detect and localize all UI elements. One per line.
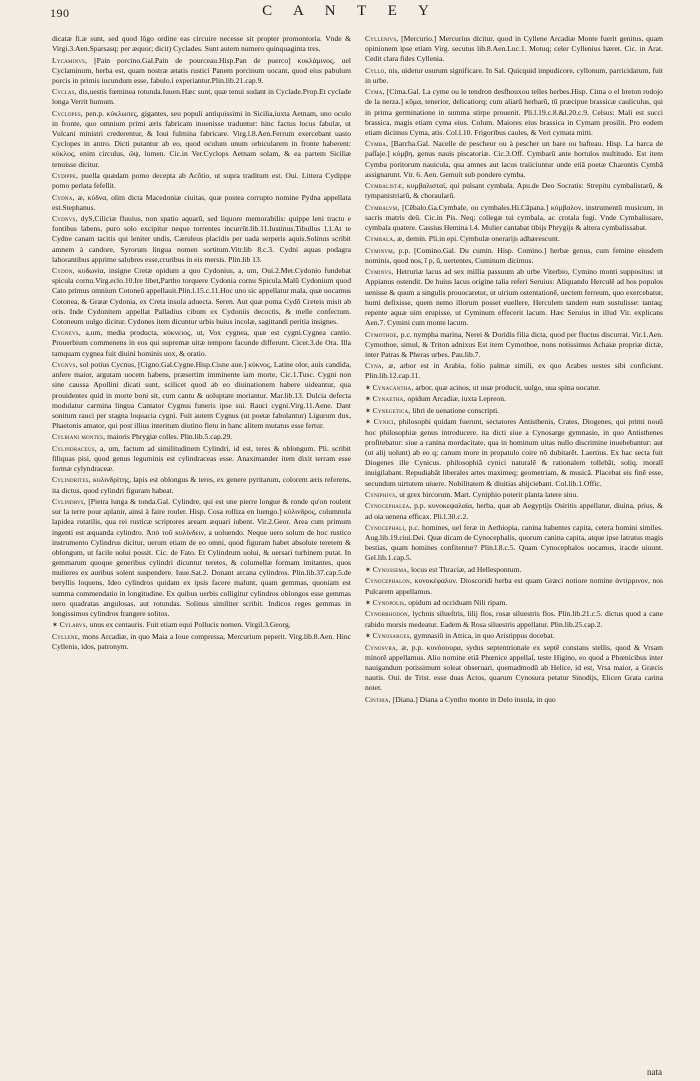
entry-headword: Cynocephalea, bbox=[365, 501, 412, 511]
dictionary-entry bbox=[365, 66, 663, 86]
entry-marker-icon: ✶ bbox=[52, 621, 60, 630]
entry-body: arbor, quæ acinos, ut uuæ producit, uulgo, uua spina uocatur. bbox=[415, 382, 601, 392]
entry-headword: Cyllo, bbox=[365, 65, 387, 75]
entry-body: æ, p.p. κυνόσουρα, sydus septentrionale ex septē constans stellis, quod & Vrsam minorē appellamus. Alio nomine etiā Phœnice appellaſ, teste Higino, eo quod a Phœnicibus inter nauigandum potissimum soleat obseruari, quemadmodū ab Helice, id est, Vrsa maior, a Græcis nautis. Oui. de Trist. esse duas Actos, quarum Cynosura petatur Sinodijs, Elicen Grata carina notet. bbox=[365, 642, 663, 693]
dictionary-entry bbox=[365, 330, 663, 361]
entry-headword: Cymbala, bbox=[365, 234, 396, 244]
entry-headword: Cinthia, bbox=[365, 694, 391, 704]
entry-marker-icon: ✶ bbox=[365, 395, 373, 404]
dictionary-entry bbox=[365, 234, 663, 244]
dictionary-entry bbox=[52, 632, 351, 652]
entry-body: libri de uenatione conscripti. bbox=[412, 405, 500, 415]
entry-body: [Pietra lunga & tonda.Gal. Cylindre, qui est une pierre longue & ronde qu'on roulent sur la terre pour aplanir, ainsi à faire rouler. Hisp. Cosa rolliza en luengo.] κύλινδρος, columnula lapidea rotatilis, qua rei rusticæ scriptores arearn æquari iubent. Vir.2.Geor. Area cum primum ingenti est æquanda cylindro. Ἀπὸ τοῦ κυλίνδειν, a uoluendo. Neque uero solum de hoc rustico instrumento Cylindrus dicitur, uerum etiam de eo omni, quod figuram habet absolute teretem & oblongum, ut facile uolui possit. Cic. de Fato. Et Cylindrum uolui, & uersari turbinem putat. In gemmarum quoque generibus cylindri dicuntur teretes, & columellæ formam imitantes, quos mulieres ex auribus solent suspendere. Iuue.Sat.2. Donant arcana cylindros. Plin.lib.37.cap.5.de beryllis loquens, Ideo cylindros quidam ex ipsis facere malunt, quam gemmas, quoniam est summa commendatio in longitudine. Ex quibus uerbis colligitur cylindros oblongos esse gemmas uero quadratas angulosas, aut rotundas. Solinus similiter scribit. Indicos reges gemmas in longissimos cylindros frangere solitos. bbox=[52, 497, 351, 618]
entry-body: Hetruriæ lacus ad sex millia passuum ab urbe Viterbio, Cymino monti suppositus: ut Appianus ostendit. De huius lacus origine talia referi Seruius: Aliquando Herculē ad hos populos uenisse & quum a singulis prouocaretur, ut uirium ostentationē, uectem ferreum, quo exercebatur, humi defixisse, quem nemo illorum posset euellere, Herculem tandem eum sustulisse: tantaq; repente aquæ uim erupisse, ut Cyminum effecerit lacum. Hæc Seruius in illud Vir. explicans Aen.7. Cymini cum monte lacum. bbox=[365, 267, 663, 328]
entry-headword: Cylindraceus, bbox=[52, 443, 97, 453]
dictionary-entry bbox=[52, 360, 351, 431]
entry-headword: Cydnvs, bbox=[52, 214, 78, 224]
entry-headword: Cymbalvm, bbox=[365, 202, 400, 212]
entry-body: æ, arbor est in Arabia, folio palmæ simili, ex quo Arabes uestes sibi conficiunt. Plin.lib.12.cap.11. bbox=[365, 361, 663, 381]
dictionary-entry bbox=[52, 444, 351, 475]
entry-headword: Cynopolis, bbox=[372, 597, 407, 607]
dictionary-entry bbox=[365, 394, 663, 404]
entry-headword: Cygnvs, bbox=[52, 360, 78, 370]
dictionary-entry bbox=[365, 643, 663, 694]
entry-headword: Cynegetica, bbox=[372, 405, 411, 415]
entry-headword: Cynossema, bbox=[372, 564, 410, 574]
entry-headword: Cydippe, bbox=[52, 170, 79, 180]
entry-marker-icon: ✶ bbox=[365, 598, 373, 607]
entry-body: dicatæ fi.æ sunt, sed quod lōgo ordine eas circuire necesse sit propter promontoria. Vnde & Virgi.3.Aen.Sparsasq; per æquor; dicit) Cyclades. Sunt autem numero quinquaginta tres. bbox=[52, 34, 351, 54]
dictionary-entry bbox=[52, 109, 351, 170]
entry-body: mons Arcadiæ, in quo Maia a Ioue compressa, Mercurium peperit. Virg.lib.8.Aen. Hinc Cyllenis, idos, patronym. bbox=[52, 631, 351, 651]
entry-body: gymnasiū in Attica, in quo Aristippus docebat. bbox=[413, 630, 555, 640]
dictionary-entry bbox=[365, 139, 663, 180]
entry-headword: Cyminvs, bbox=[365, 267, 394, 277]
entry-body: pen.p. κύκλωπες, gigantes, seu populi antiquissimi in Sicilia,iuxta Aetnam, uno oculo in fronte, quo omnium primi æris fabricam inuenisse traduntur: hinc factus locus fabulæ, ut Vulcani ministri crederentur, & Ioui fulmina fabricare. Virg.l.8.Aen.Ferrum exercebant uasto Cyclopes in antro. Dicti putantur ab eo, quod oculum unum orbicularem in fronte haberent: κύκλος, enim circulus, ὤψ, lumen. Cic.in Ver.Cyclops Aetnam solam, & ea partem Siciliæ tenuisse dicitur. bbox=[52, 108, 351, 169]
dictionary-entry bbox=[365, 406, 663, 416]
entry-body: locus est Thraciæ, ad Hellespontum. bbox=[411, 564, 522, 574]
dictionary-entry bbox=[365, 598, 663, 608]
entry-headword: Cydna, bbox=[52, 192, 75, 202]
dictionary-entry bbox=[52, 171, 351, 191]
dictionary-entry bbox=[365, 523, 663, 564]
page-number: 190 bbox=[50, 6, 70, 20]
dictionary-entry bbox=[52, 56, 351, 87]
entry-body: dyS,Ciliciæ fluuius, non spatio aquarū, sed liquore memorabilis: quippe leni tractu e fontibus labens, puro solo excipitur neque torrentes incurrūt.lib.11.Iustinus.Tibullus l.1.At te Cydne canam tacitis qui leniter undis, Cæruleus placidis per uada serperis aquis.Solinus scribit amnem à candore, Syrorum lingua nomen sortitum.Vitr.lib 8.c.3. Cydni aquas podagra laborantibus apprime salubres esse,cruribus in eis mersis. Plin.lib 13. bbox=[52, 214, 351, 264]
entry-body: maioris Phrygiæ colles. Plin.lib.5.cap.29. bbox=[107, 432, 233, 442]
entry-headword: Cylindrites, bbox=[52, 475, 91, 485]
dictionary-entry bbox=[365, 565, 663, 575]
entry-body: [Cima.Gal. La cyme ou le tendron desfhouxou telles herbes.Hisp. Cima o el breton rodojo de la nerza.] κῦμα, tenerior, delicatiorq; cum aliarū herbarū, tū præcipue brassicæ cauliculus, qui in prima germinatione in summa stirpe prouenit. Pli.l.19.c.8.&l.20.c.9. Celsus: Mali est succi brassica, magis etiam cyma eius. Colum. Maiores eius brassica in Cymam prosilit. Pro eodem etiam dicimus Cyma, atis. Col.l.10. Frigoribus caules, & Veri cymata mitti. bbox=[365, 87, 663, 137]
dictionary-entry bbox=[365, 609, 663, 629]
dictionary-entry bbox=[52, 432, 351, 442]
entry-body: κυνοκέφαλον. Dioscoridi herba est quam Græci notiore nomine ἀντίρρινον, nos Pulcarem appellamus. bbox=[365, 576, 663, 596]
entry-body: [Cēbalo.Ga.Cymbale, ou cymbales.Hi.Cāpana.] κύμβαλον, instrumentū musicum, in sacris matris deū. Cic.in Pis. Neq; collegæ tui cymbala, ac crotala fugi. Vnde Cymbalissare, cymbala quatere. Cassius Hemina l.4. Mulier cantabat tibijs Phrygijs & altera cymbalissabat. bbox=[365, 202, 663, 233]
entry-headword: Cyma, bbox=[365, 87, 385, 97]
entry-headword: Cynosarges, bbox=[372, 630, 412, 640]
entry-body: p.p. κυνοκεφαλαία, herba, quæ ab Aegyptijs Osiritis appellatur, diuina, prius, & ad oia uenena efficax. Pli.l.30.c.2. bbox=[365, 501, 663, 521]
running-title: C A N T E Y bbox=[262, 3, 438, 19]
left-column bbox=[52, 34, 351, 1074]
dictionary-entry bbox=[365, 267, 663, 328]
dictionary-entry bbox=[365, 181, 663, 201]
entry-marker-icon: ✶ bbox=[365, 406, 373, 415]
dictionary-entry bbox=[52, 475, 351, 495]
entry-headword: Lycaminvs, bbox=[52, 55, 88, 65]
entry-headword: Cydon, bbox=[52, 266, 75, 276]
dictionary-entry bbox=[365, 576, 663, 596]
dictionary-entry bbox=[52, 266, 351, 327]
entry-body: nis, uidetur usurum significare. In Sal. Quicquid impudicore, cyllonum, parricidarum, fuit in urbe. bbox=[365, 65, 663, 85]
entry-headword: Cynocephalon, bbox=[365, 576, 413, 586]
dictionary-entry bbox=[52, 193, 351, 213]
entry-headword: Cynici, bbox=[373, 417, 396, 427]
dictionary-entry bbox=[52, 620, 351, 630]
dictionary-entry bbox=[52, 87, 351, 107]
dictionary-entry bbox=[365, 203, 663, 234]
entry-body: puella quædam pomo decepta ab Acōtio, ut supra traditum est. Oui. Littera Cydippe pomo perlata fefellit. bbox=[52, 170, 351, 191]
entry-body: unus ex centauris. Fuit etiam equi Pollucis nomen. Virgil.3.Georg. bbox=[89, 620, 291, 630]
dictionary-entry bbox=[365, 34, 663, 65]
entry-marker-icon: ✶ bbox=[365, 383, 373, 392]
entry-body: dis,uestis fœminea rotunda.Iuuen.Hæc sunt, quæ tenui sudant in Cyclade.Prop.Et cyclade longa Verrit humum. bbox=[52, 87, 351, 107]
entry-headword: Cymothoe, bbox=[365, 329, 399, 339]
entry-headword: Cyclopes, bbox=[52, 108, 83, 118]
page-header bbox=[0, 0, 700, 30]
entry-body: opidum ad occiduam Nili ripam. bbox=[408, 597, 508, 607]
entry-body: p.p. [Comino.Gal. Du cumin. Hisp. Comino.] herbæ genus, cum femine eiusdem nominis, quod nos, ī p, ū, uertentes, Cuminum dicimus. bbox=[365, 245, 663, 265]
entry-body: [Pain porcino.Gal.Pain de pourceau.Hisp.Pan de puerco] κυκλάμινος, uel Cyclaminum, herba est, quam nostræ ætatis rustici Panem porcinum uocant, quod eius pabulum porcis in primis iucundum esse, fabulo.i experiantur.Plin.lib.21.cap.9. bbox=[52, 55, 351, 85]
entry-headword: Cyllene, bbox=[52, 631, 81, 641]
entry-body: a,um, media producta, κύκνειος, ut, Vox cygnea, quæ est cygni.Cygnea cantio. Prouerbium commenens in eos qui supremæ uitæ tempore facunde differunt. Cicer.3.de Ora. Illa tamquam cygnea fuit diuini hominis uox, & oratio. bbox=[52, 328, 351, 358]
entry-body: lychnis silueſtris, lilij flos, rosæ siluestris flos. Plin.lib.21.c.5. dictus quod a cane rabido morsis medeatur. Eadem & Rosa siluestris appellatur. Plin.lib.25.cap.2. bbox=[365, 609, 663, 629]
dictionary-entry bbox=[52, 34, 351, 54]
dictionary-entry bbox=[365, 631, 663, 641]
dictionary-entry bbox=[365, 417, 663, 488]
entry-headword: Cylarvs, bbox=[59, 620, 88, 630]
entry-headword: Cymbalistæ, bbox=[365, 181, 405, 191]
entry-body: ut grex hircorum. Mart. Cyniphio poterit planta latere sinu. bbox=[399, 490, 579, 500]
entry-body: æ, demin. Pli.in epi. Cymbulæ onerarijs adhærescunt. bbox=[397, 234, 560, 244]
entry-body: [Mercurio.] Mercurius dicitur, quod in Cyllene Arcadiæ Monte fuerit genitus, quam opinionem ipse etiam Virg. secutus lib.8.Aen.Luc.1. Motuq; celer Cyllenius hæret. Cic. in Arat. Cedit clara fides Cyllenia. bbox=[365, 34, 663, 64]
dictionary-entry bbox=[365, 695, 663, 705]
entry-body: a, um, factum ad similitudinem Cylindri, id est, teres & oblongum. Pli. scribit filiquas pisi, quod genus leguminis est cylindraceas esse. Anaximander item dixit terram esse formæ cylyndraceæ. bbox=[52, 443, 351, 474]
entry-body: κυλινδρίτης, lapis est oblongus & teres, ex genere pyritarum, colorem æris referens, ita dictus, quod cylindri figuram habeat. bbox=[52, 475, 351, 495]
entry-body: opidum Arcadiæ, iuxta Lepreon. bbox=[407, 394, 506, 404]
entry-marker-icon: ✶ bbox=[365, 418, 374, 427]
entry-headword: Cyminvm, bbox=[365, 245, 395, 255]
right-column bbox=[365, 34, 663, 1074]
entry-body: sol potius Cycnus, [Cigno.Gal.Cygne.Hisp.Cisne aue.] κύκνος, Latine olor, auis candida, anfere maior, argutam uocem habens, præsertim imminente iam morte, Cic.1.Tusc. Cygni non sine caussa Apollini dicati sunt, scilicet quod ab eo diuinationem habere uideantur, qua prouidentes quid in morte boni sit, cum cantu & uoluptate moriantur. Mar.lib.13. Dulcia defecta modulatur carmina lingua Cantator Cygnus funeris ipse sui. Rauci cygni.Virg.11.Aene. Dant sonitum rauci per stagna loquacia cygni. Fuit autem Cygnus (ut poetæ fabulantur) Ligurum dux, Phaetonis amator, qui post illius interitum diutino fletu in hanc alitem mutatus esse fertur. bbox=[52, 360, 351, 431]
entry-headword: Cygnevs, bbox=[52, 328, 81, 338]
column-gutter bbox=[357, 34, 358, 1074]
dictionary-entry bbox=[52, 497, 351, 619]
entry-body: æ, κύδνα, olim dicta Macedoniæ ciuitas, quæ postea corrupto nomine Pydna appellata est.Stephanus. bbox=[52, 192, 351, 212]
dictionary-entry bbox=[365, 246, 663, 266]
entry-headword: Cynocephali, bbox=[365, 522, 407, 532]
entry-body: p.c. nympha marina, Nerei & Doridis filia dicta, quod per fluctus discurrat. Vir.1.Aen. Cymothoe, simul, & Triton adnixus Est item Cymothoe, nons notissimus Achaiæ propriæ dictæ, inter Patras & Pheras urbes. Pau.lib.7. bbox=[365, 329, 663, 359]
dictionary-entry bbox=[365, 490, 663, 500]
dictionary-entry bbox=[365, 501, 663, 521]
entry-headword: Cylindrvs, bbox=[52, 497, 86, 506]
dictionary-entry bbox=[365, 361, 663, 381]
entry-body: [Barcha.Gal. Nacelle de pescheur ou à pescher un bare ou bafteau. Hisp. La barca de paſſaje.] κύμβη, genus nauis piscatoriæ. Cic.3.Off. Cymbarū ante hortulos multitudo. Est item Cymba poritorum nauicula, qua amnes aut lacus traiiciuntur unde etiā poetæ Charontis Cymbā assignarunt. Vir. 6. Aen. Gemuit sub pondere cymba. bbox=[365, 139, 663, 179]
entry-body: [Diana.] Diana a Cyntho monte in Delo insula, in quo bbox=[392, 694, 556, 704]
entry-marker-icon: ✶ bbox=[365, 565, 373, 574]
entry-body: κυμβαλισταί, qui pulsant cymbala. Apu.de Deo Socratis: Strepitu cymbalistarū, & tympanistriarū, & choraularū. bbox=[365, 181, 663, 201]
entry-marker-icon: ✶ bbox=[365, 631, 373, 640]
entry-body: κυδωνία, insigne Cretæ opidum a quo Cydonius, a, um, Oui.2.Met.Cydonio fundebat spicula cornu.Virg.eclo.10.Ire libet,Partho torquere Cydonia cornu Spicula.Malū Cydonium quod Cato primus omnium Cotoneū appellauit.Plin.l.15.c.11.Hoc uno sic appellatur mala, quæ uocamus Cotonea, & Grææ Cydonia, ex Creta insula aduecta. Seren. Aut quæ poma Cydō Creteis misit ab oris. Inde Cydonitem appellat Palladius cibum ex Cydoniis decoctis, & melle confectum. Cotoneum uulgo dicitur. Cydones item dicuntur urbis huius incolæ, sagittandi peritia insignes. bbox=[52, 266, 351, 326]
entry-headword: Cyllenivs, bbox=[365, 34, 399, 43]
entry-headword: Cyniphivs, bbox=[365, 490, 398, 500]
entry-headword: Cylbiani montes, bbox=[52, 432, 106, 442]
entry-body: philosophi quidam fuerunt, sectatores Antisthenis, Crates, Diogenes, qui primi nouū hoc philosophiæ genus introducere. ita dicti siue a Cynosarge gymnasio, in quo Antisthenes profitebatur: siue a canina mordacitate, qua in hominum uitas nullo discrimine inuehebantur: aut (ut alij uolunt) ab eo q; canum more in propatulo coire nō dubitarēt. Laertius. Ex hac secta fuit Diogenes ille Cynicus. philosophiā cynici naturalē & rationalem tollebāt, soliq. moralī inuigilabant. Repudiabāt liberales artes maximeq; geometriam, & musicā. Placebat eis finē esse, secundum uirtutem uiuere. Nobilitatem & diuitias abijciebant. Col.lib.1.Offic. bbox=[365, 417, 663, 488]
dictionary-entry bbox=[365, 383, 663, 393]
entry-headword: Cynaetha, bbox=[372, 394, 406, 404]
dictionary-entry bbox=[52, 214, 351, 265]
entry-body: p.c. homines, uel feræ in Aethiopia, canina habentes capita, cetera homini similes. Aug.lib.19.ciui.Dei. Quæ dicam de Cynocephalis, quorum canina capita, atque ipse latratus magis bestias, quam homines confitentur? Plin.l.8.c.5. Quam Cynocephalos uocamus, iracde uiuunt. Gel.lib.1.cap.5. bbox=[365, 522, 663, 563]
entry-headword: Cyna, bbox=[365, 361, 384, 371]
entry-headword: Cynosvra, bbox=[365, 642, 398, 652]
entry-headword: Cynacantha, bbox=[372, 382, 414, 392]
entry-headword: Cynorrhodon, bbox=[365, 609, 410, 619]
catchword: nata bbox=[647, 1067, 662, 1077]
dictionary-entry bbox=[365, 87, 663, 138]
entry-headword: Cymba, bbox=[365, 139, 389, 149]
entry-headword: Cyclas, bbox=[52, 87, 77, 97]
dictionary-entry bbox=[52, 328, 351, 359]
